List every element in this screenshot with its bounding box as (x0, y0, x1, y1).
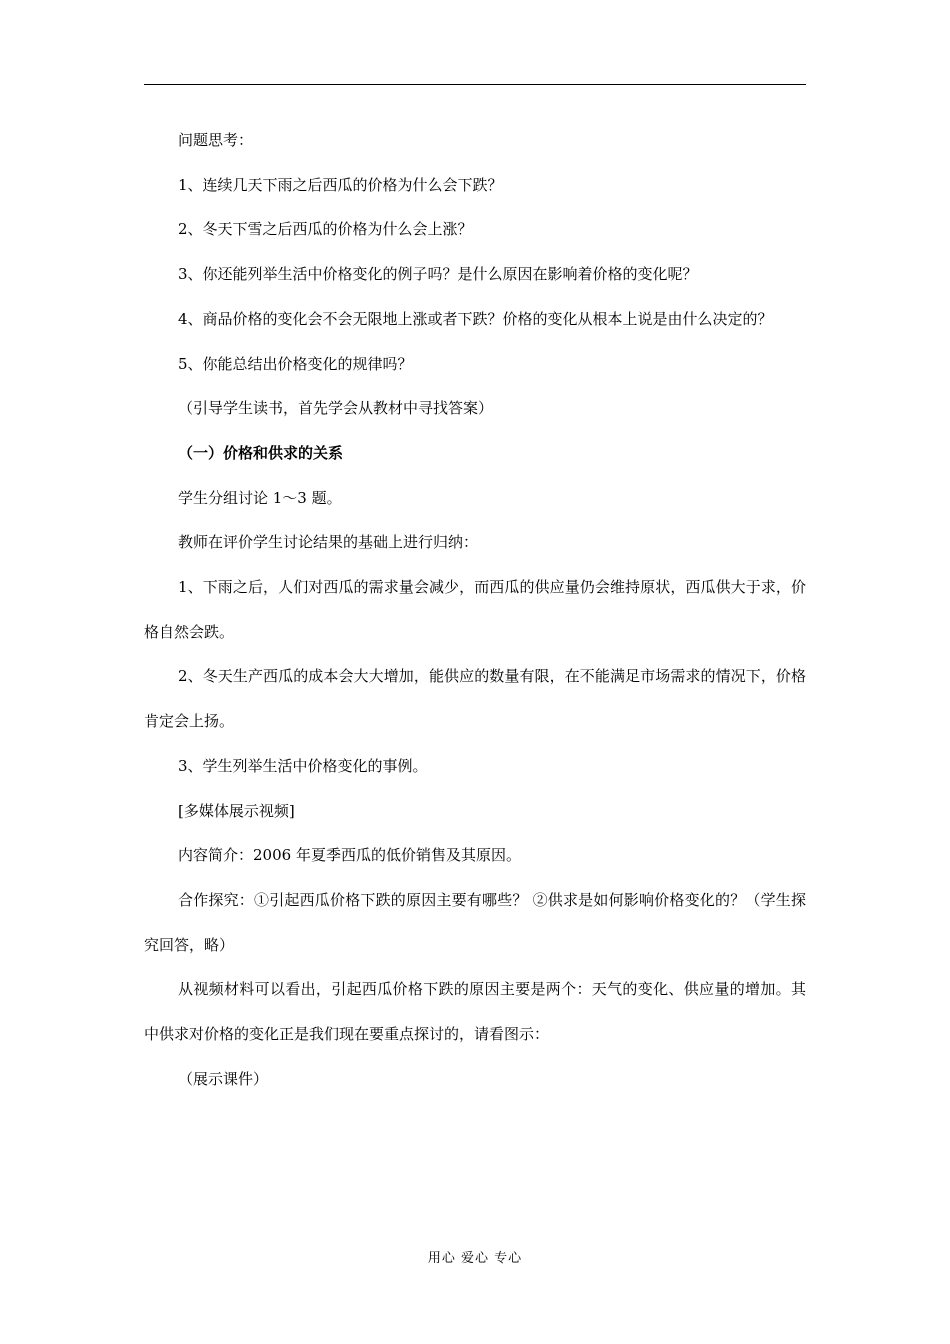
paragraph-question-5: 5、你能总结出价格变化的规律吗？ (178, 354, 413, 373)
paragraph-video-analysis: 从视频材料可以看出，引起西瓜价格下跌的原因主要是两个：天气的变化、供应量的增加。其中供求对价格的变化正是我们现在要重点探讨的，请看图示： (144, 980, 806, 1044)
paragraph-question-intro: 问题思考： (178, 131, 254, 149)
paragraph-group-discussion: 学生分组讨论 1～3 题。 (178, 488, 342, 507)
paragraph-guidance-note: （引导学生读书，首先学会从教材中寻找答案） (178, 399, 494, 418)
paragraph-question-4: 4、商品价格的变化会不会无限地上涨或者下跌？价格的变化从根本上说是由什么决定的？ (178, 309, 773, 328)
paragraph-content-summary: 内容简介：2006 年夏季西瓜的低价销售及其原因。 (178, 846, 521, 865)
paragraph-answer-1: 1、下雨之后，人们对西瓜的需求量会减少，而西瓜的供应量仍会维持原状，西瓜供大于求，价格自然会跌。 (144, 578, 806, 641)
paragraph-question-3: 3、你还能列举生活中价格变化的例子吗？是什么原因在影响着价格的变化呢？ (178, 265, 698, 284)
paragraph-answer-3: 3、学生列举生活中价格变化的事例。 (178, 756, 428, 775)
page-footer: 用心 爱心 专心 (427, 1251, 523, 1266)
section-heading: （一）价格和供求的关系 (178, 443, 344, 462)
header-rule (144, 84, 806, 85)
paragraph-cooperative-inquiry: 合作探究：①引起西瓜价格下跌的原因主要有哪些？ ②供求是如何影响价格变化的？（学生探究回答，略） (144, 890, 806, 954)
paragraph-answer-2: 2、冬天生产西瓜的成本会大大增加，能供应的数量有限，在不能满足市场需求的情况下，价格肯定会上扬。 (144, 667, 806, 731)
paragraph-multimedia-note: [多媒体展示视频] (178, 801, 295, 820)
paragraph-question-1: 1、连续几天下雨之后西瓜的价格为什么会下跌？ (178, 175, 503, 194)
document-body (144, 118, 806, 1101)
paragraph-courseware-note: （展示课件） (178, 1069, 269, 1088)
paragraph-question-2: 2、冬天下雪之后西瓜的价格为什么会上涨？ (178, 220, 473, 239)
paragraph-teacher-summary: 教师在评价学生讨论结果的基础上进行归纳： (178, 533, 479, 552)
